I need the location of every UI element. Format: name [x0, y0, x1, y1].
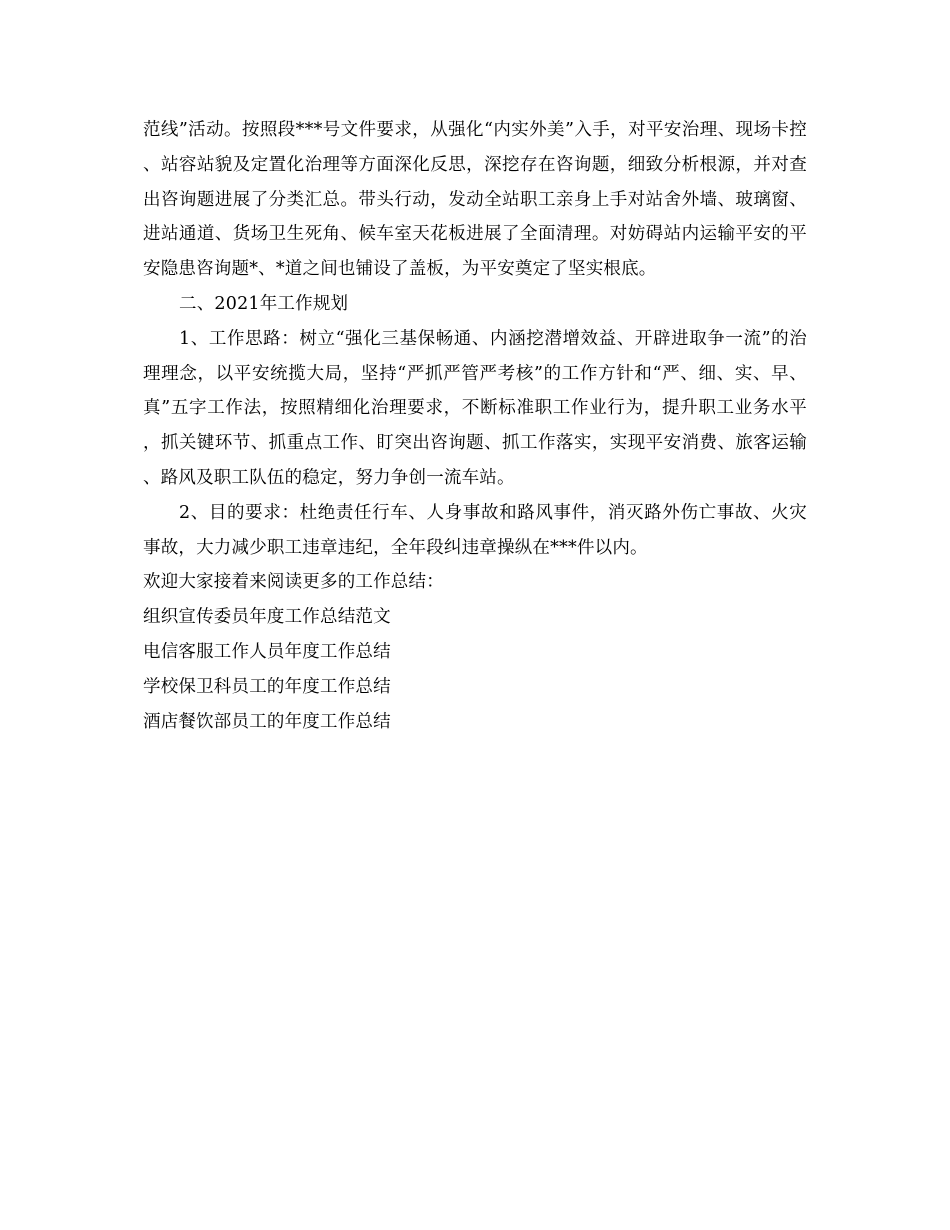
section-heading-2021-plan: 二、2021年工作规划	[179, 293, 349, 314]
related-article-link[interactable]: 电信客服工作人员年度工作总结	[143, 641, 391, 662]
body-paragraph-continuation: 范线”活动。按照段***号文件要求，从强化“内实外美”入手，对平安治理、现场卡控、站容站貌及定置化治理等方面深化反思，深挖存在咨询题，细致分析根源，并对查出咨询题进展了分类汇总。带头行动，发动全站职工亲身上手对站舍外墙、玻璃窗、进站通道、货场卫生死角、候车室天花板进展了全面清理。对妨碍站内运输平安的平安隐患咨询题*、*道之间也铺设了盖板，为平安奠定了坚实根底。	[143, 120, 807, 280]
body-paragraph-work-approach: 1、工作思路：树立“强化三基保畅通、内涵挖潜增效益、开辟进取争一流”的治理理念，以平安统揽大局，坚持“严抓严管严考核”的工作方针和“严、细、实、早、真”五字工作法，按照精细化治理要求，不断标准职工作业行为，提升职工业务水平，抓关键环节、抓重点工作、盯突出咨询题、抓工作落实，实现平安消费、旅客运输、路风及职工队伍的稳定，努力争创一流车站。	[143, 328, 807, 488]
related-article-link[interactable]: 学校保卫科员工的年度工作总结	[143, 676, 391, 697]
related-articles-list	[143, 600, 807, 739]
related-article-link[interactable]: 组织宣传委员年度工作总结范文	[143, 607, 391, 628]
body-paragraph-goals: 2、目的要求：杜绝责任行车、人身事故和路风事件，消灭路外伤亡事故、火灾事故，大力减少职工违章违纪，全年段纠违章操纵在***件以内。	[143, 502, 807, 558]
more-articles-intro: 欢迎大家接着来阅读更多的工作总结：	[143, 572, 444, 593]
related-article-link[interactable]: 酒店餐饮部员工的年度工作总结	[143, 711, 391, 732]
document-body	[143, 113, 807, 739]
